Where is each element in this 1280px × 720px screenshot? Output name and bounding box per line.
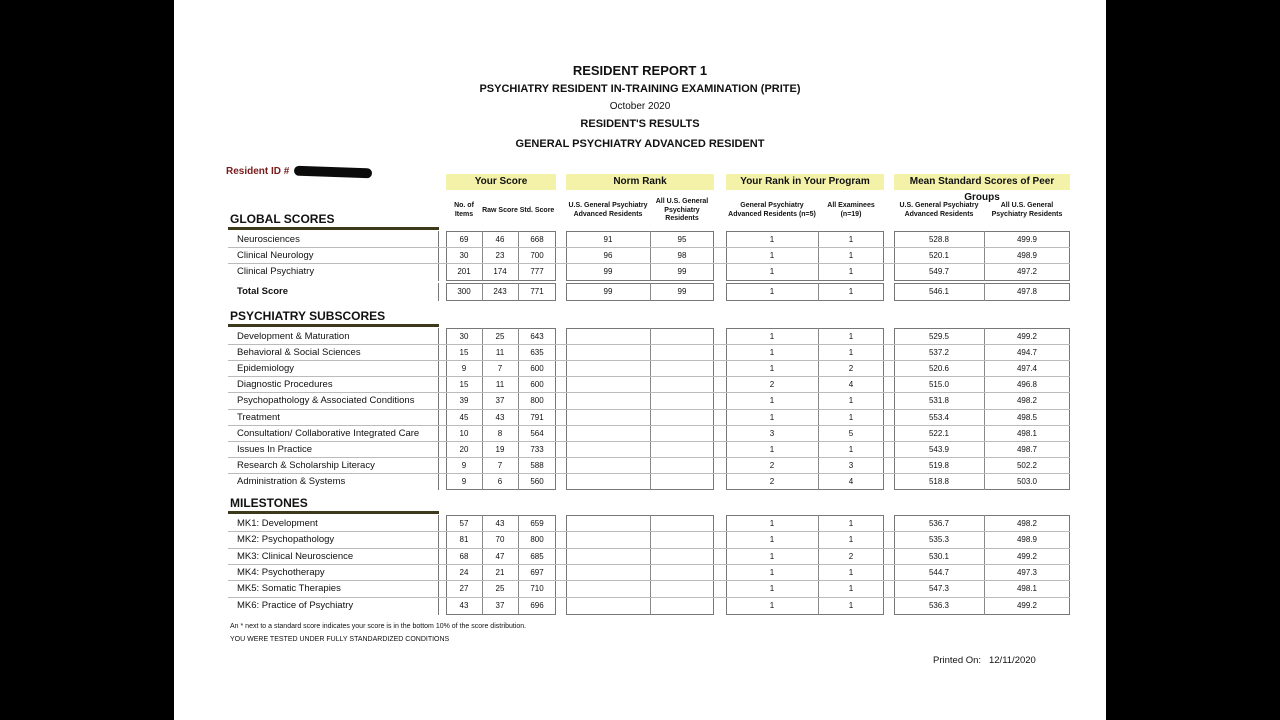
milestone-m1-value: 547.3 (928, 584, 950, 594)
subscore-rp2-value: 1 (848, 412, 854, 422)
subscore-row-label: Issues In Practice (237, 443, 312, 455)
exam-name: PSYCHIATRY RESIDENT IN-TRAINING EXAMINATION (PRITE) (479, 83, 801, 95)
global-items-value: 69 (459, 235, 469, 244)
subscore-rp1-value: 2 (769, 460, 775, 470)
total-m2-value: 497.8 (1016, 287, 1038, 296)
col-items: No. of Items (454, 202, 474, 218)
global-rp2-value: 1 (848, 235, 854, 244)
subscore-std-value: 791 (530, 412, 544, 422)
subscore-items-value: 10 (459, 428, 469, 438)
subscore-rp1-value: 1 (769, 444, 775, 454)
milestone-std-value: 697 (530, 567, 544, 577)
subscore-m2-value: 494.7 (1016, 348, 1038, 358)
milestone-items-value: 43 (459, 600, 469, 610)
global-rp1-value: 1 (769, 267, 775, 276)
subscore-rp1-value: 1 (769, 332, 775, 341)
milestone-items-value: 81 (459, 535, 469, 545)
subscore-rp2-value: 1 (848, 396, 854, 406)
subscore-rp1-value: 1 (769, 364, 775, 374)
milestone-row-label: MK4: Psychotherapy (237, 566, 325, 578)
milestone-rp1-value: 1 (769, 535, 775, 545)
subscore-items-value: 9 (461, 364, 467, 374)
your-score-header: Your Score (446, 174, 556, 190)
subscore-std-value: 564 (530, 428, 544, 438)
subscore-m2-value: 502.2 (1016, 460, 1038, 470)
milestone-std-value: 800 (530, 535, 544, 545)
subscore-row-label: Development & Maturation (237, 331, 350, 342)
milestone-rp2-value: 1 (848, 567, 854, 577)
milestone-m2-value: 499.2 (1016, 600, 1038, 610)
global-row-label: Clinical Neurology (237, 250, 314, 261)
resident-category: GENERAL PSYCHIATRY ADVANCED RESIDENT (515, 138, 765, 150)
milestone-rp1-value: 1 (769, 551, 775, 561)
total-m1-value: 546.1 (928, 287, 950, 296)
subscore-std-value: 635 (530, 348, 544, 358)
total-row-label: Total Score (237, 286, 289, 297)
subscore-m1-value: 520.6 (928, 364, 950, 374)
subscore-rp2-value: 1 (848, 444, 854, 454)
results-heading: RESIDENT'S RESULTS (580, 118, 700, 130)
global-row-label: Clinical Psychiatry (237, 266, 315, 277)
total-rp2-value: 1 (848, 287, 854, 296)
milestone-rp2-value: 1 (848, 535, 854, 545)
global-nr2-value: 99 (677, 267, 687, 276)
subscore-m1-value: 522.1 (928, 428, 950, 438)
subscore-items-value: 30 (459, 332, 469, 341)
milestone-m1-value: 536.7 (928, 519, 950, 528)
milestone-m1-value: 536.3 (928, 600, 950, 610)
subscore-raw-value: 19 (495, 444, 505, 454)
testing-conditions: YOU WERE TESTED UNDER FULLY STANDARDIZED CONDITIONS (230, 636, 450, 643)
subscore-rp2-value: 1 (848, 348, 854, 358)
printed-date: 12/11/2020 (988, 655, 1036, 666)
global-rp2-value: 1 (848, 251, 854, 260)
milestones-rule (228, 511, 439, 514)
col-us-adv: U.S. General Psychiatry Advanced Residents (568, 202, 648, 218)
total-nr1-value: 99 (603, 287, 613, 296)
subscore-items-value: 15 (459, 380, 469, 390)
subscore-raw-value: 7 (497, 460, 503, 470)
subscore-rp2-value: 2 (848, 364, 854, 374)
subscore-row-label: Administration & Systems (237, 475, 346, 487)
subscore-row-label: Epidemiology (237, 363, 295, 375)
subscore-row-label: Behavioral & Social Sciences (237, 347, 361, 359)
global-m1-value: 520.1 (928, 251, 950, 260)
milestone-row-label: MK1: Development (237, 518, 318, 529)
subscore-raw-value: 8 (497, 428, 503, 438)
milestone-m2-value: 498.9 (1016, 535, 1038, 545)
milestone-std-value: 696 (530, 600, 544, 610)
milestones-title: MILESTONES (230, 496, 308, 510)
subscore-rp1-value: 3 (769, 428, 775, 438)
milestone-m1-value: 535.3 (928, 535, 950, 545)
milestone-m2-value: 498.2 (1016, 519, 1038, 528)
global-scores-rule (228, 227, 439, 230)
milestone-std-value: 659 (530, 519, 544, 528)
milestone-items-value: 24 (459, 567, 469, 577)
global-m2-value: 499.9 (1016, 235, 1038, 244)
milestone-rp1-value: 1 (769, 567, 775, 577)
global-nr1-value: 96 (603, 251, 613, 260)
subscore-raw-value: 6 (497, 476, 503, 486)
subscore-rp1-value: 1 (769, 396, 775, 406)
subscores-title: PSYCHIATRY SUBSCORES (230, 309, 386, 323)
subscore-m2-value: 498.5 (1016, 412, 1038, 422)
subscore-row-label: Treatment (237, 411, 280, 423)
subscore-m1-value: 519.8 (928, 460, 950, 470)
subscore-raw-value: 11 (495, 380, 505, 390)
subscore-rp2-value: 3 (848, 460, 854, 470)
norm-rank-header: Norm Rank (566, 174, 714, 190)
total-std-value: 771 (530, 287, 544, 296)
resident-id-label: Resident ID # (226, 166, 290, 177)
total-raw-value: 243 (493, 287, 507, 296)
global-m2-value: 498.9 (1016, 251, 1038, 260)
subscore-m1-value: 529.5 (928, 332, 950, 341)
subscore-m1-value: 537.2 (928, 348, 950, 358)
subscores-rule (228, 324, 439, 327)
milestone-box-2 (566, 515, 714, 615)
milestone-m1-value: 544.7 (928, 567, 950, 577)
subscore-items-value: 39 (459, 396, 469, 406)
mean-scores-header: Mean Standard Scores of Peer Groups (894, 174, 1070, 190)
global-rp2-value: 1 (848, 267, 854, 276)
subscore-m1-value: 553.4 (928, 412, 950, 422)
subscore-std-value: 800 (530, 396, 544, 406)
subscore-items-value: 9 (461, 460, 467, 470)
milestone-m2-value: 498.1 (1016, 584, 1038, 594)
global-scores-title: GLOBAL SCORES (230, 212, 335, 226)
global-m1-value: 528.8 (928, 235, 950, 244)
subscore-m1-value: 515.0 (928, 380, 950, 390)
milestone-raw-value: 21 (495, 567, 505, 577)
col-raw: Raw Score (482, 206, 518, 214)
milestone-rp2-value: 1 (848, 584, 854, 594)
subscore-rp1-value: 2 (769, 476, 775, 486)
subscore-m1-value: 543.9 (928, 444, 950, 454)
global-m2-value: 497.2 (1016, 267, 1038, 276)
subscore-raw-value: 37 (495, 396, 505, 406)
subscore-std-value: 588 (530, 460, 544, 470)
subscore-raw-value: 11 (495, 348, 505, 358)
global-std-value: 668 (530, 235, 544, 244)
subscore-rp2-value: 1 (848, 332, 854, 341)
milestone-divider-2 (650, 515, 651, 615)
milestone-row-label: MK3: Clinical Neuroscience (237, 550, 354, 562)
subscore-rp2-value: 4 (848, 380, 854, 390)
milestone-row-label: MK6: Practice of Psychiatry (237, 599, 354, 611)
global-nr2-value: 95 (677, 235, 687, 244)
subscore-row-label: Research & Scholarship Literacy (237, 459, 375, 471)
subscore-row-label: Diagnostic Procedures (237, 379, 333, 391)
milestone-raw-value: 43 (495, 519, 505, 528)
subscore-raw-value: 25 (495, 332, 505, 341)
milestone-rp2-value: 2 (848, 551, 854, 561)
subscore-row-label: Consultation/ Collaborative Integrated Care (237, 427, 420, 439)
subscore-std-value: 560 (530, 476, 544, 486)
milestone-items-value: 57 (459, 519, 469, 528)
subscore-items-value: 15 (459, 348, 469, 358)
subscore-std-value: 600 (530, 380, 544, 390)
global-rp1-value: 1 (769, 235, 775, 244)
global-raw-value: 46 (495, 235, 505, 244)
exam-date: October 2020 (609, 101, 671, 112)
milestone-raw-value: 70 (495, 535, 505, 545)
milestone-row-label: MK5: Somatic Therapies (237, 583, 341, 595)
subscore-raw-value: 43 (495, 412, 505, 422)
subscore-m1-value: 531.8 (928, 396, 950, 406)
subscore-rp1-value: 1 (769, 348, 775, 358)
printed-label: Printed On: (933, 655, 982, 666)
subscore-m2-value: 503.0 (1016, 476, 1038, 486)
milestone-m1-value: 530.1 (928, 551, 950, 561)
milestone-std-value: 685 (530, 551, 544, 561)
col-all-exam: All Examinees (n=19) (827, 202, 875, 218)
global-raw-value: 23 (495, 251, 505, 260)
subscore-m2-value: 497.4 (1016, 364, 1038, 374)
milestone-rp2-value: 1 (848, 600, 854, 610)
subscore-m2-value: 496.8 (1016, 380, 1038, 390)
milestone-raw-value: 25 (495, 584, 505, 594)
global-m1-value: 549.7 (928, 267, 950, 276)
milestone-items-value: 27 (459, 584, 469, 594)
subscore-raw-value: 7 (497, 364, 503, 374)
subscore-m1-value: 518.8 (928, 476, 950, 486)
subscore-m2-value: 498.1 (1016, 428, 1038, 438)
global-nr2-value: 98 (677, 251, 687, 260)
milestone-rp1-value: 1 (769, 600, 775, 610)
subscore-rp2-value: 5 (848, 428, 854, 438)
milestone-raw-value: 37 (495, 600, 505, 610)
subscore-items-value: 9 (461, 476, 467, 486)
subscore-items-value: 20 (459, 444, 469, 454)
milestone-raw-value: 47 (495, 551, 505, 561)
milestone-rp1-value: 1 (769, 519, 775, 528)
milestone-rp1-value: 1 (769, 584, 775, 594)
subscore-std-value: 643 (530, 332, 544, 341)
total-items-value: 300 (457, 287, 471, 296)
col-gen-psy: General Psychiatry Advanced Residents (n=5) (728, 202, 816, 218)
global-std-value: 700 (530, 251, 544, 260)
printed-on (933, 655, 1036, 666)
col-mean-us-adv: U.S. General Psychiatry Advanced Residents (899, 202, 979, 218)
milestone-std-value: 710 (530, 584, 544, 594)
subscore-row-label: Psychopathology & Associated Conditions (237, 395, 415, 407)
global-rp1-value: 1 (769, 251, 775, 260)
subscore-items-value: 45 (459, 412, 469, 422)
subscore-rp1-value: 2 (769, 380, 775, 390)
milestone-row-label: MK2: Psychopathology (237, 534, 335, 546)
subscore-std-value: 600 (530, 364, 544, 374)
subscore-rp2-value: 4 (848, 476, 854, 486)
milestone-rp2-value: 1 (848, 519, 854, 528)
subscore-m2-value: 499.2 (1016, 332, 1038, 341)
total-rp1-value: 1 (769, 287, 775, 296)
rank-program-header: Your Rank in Your Program (726, 174, 884, 190)
col-std: Std. Score (519, 206, 555, 214)
col-all-us: All U.S. General Psychiatry Residents (655, 197, 709, 223)
milestone-m2-value: 497.3 (1016, 567, 1038, 577)
subscore-std-value: 733 (530, 444, 544, 454)
col-mean-all-us: All U.S. General Psychiatry Residents (991, 202, 1063, 218)
global-raw-value: 174 (493, 267, 507, 276)
global-nr1-value: 99 (603, 267, 613, 276)
global-nr1-value: 91 (603, 235, 613, 244)
total-nr2-value: 99 (677, 287, 687, 296)
subscore-rp1-value: 1 (769, 412, 775, 422)
subscore-m2-value: 498.2 (1016, 396, 1038, 406)
milestone-m2-value: 499.2 (1016, 551, 1038, 561)
global-row-label: Neurosciences (237, 234, 300, 245)
global-std-value: 777 (530, 267, 544, 276)
global-items-value: 30 (459, 251, 469, 260)
subscore-m2-value: 498.7 (1016, 444, 1038, 454)
global-items-value: 201 (457, 267, 471, 276)
report-title: RESIDENT REPORT 1 (572, 63, 708, 78)
footnote: An * next to a standard score indicates your score is in the bottom 10% of the score distribution. (230, 623, 527, 630)
milestone-items-value: 68 (459, 551, 469, 561)
